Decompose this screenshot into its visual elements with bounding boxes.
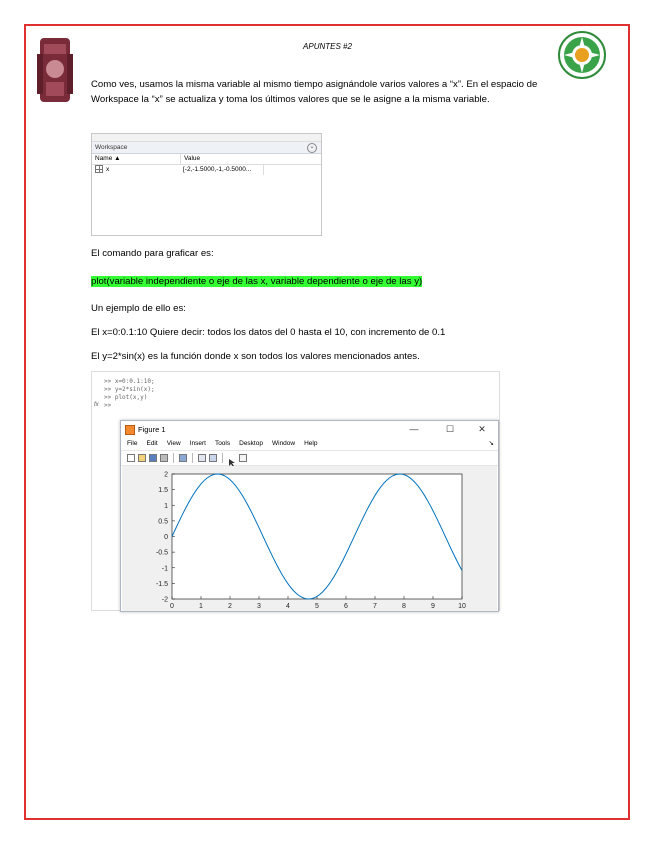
insert-legend-icon[interactable]: [209, 454, 217, 462]
menu-file[interactable]: File: [127, 440, 138, 447]
workspace-col-value[interactable]: Value: [184, 155, 201, 162]
x-tick-label: 3: [257, 603, 261, 610]
x-tick-label: 7: [373, 603, 377, 610]
x-tick-label: 2: [228, 603, 232, 610]
menu-insert[interactable]: Insert: [189, 440, 206, 447]
y-tick-label: 0: [164, 534, 168, 541]
x-tick-label: 4: [286, 603, 290, 610]
y-tick-label: 1: [164, 502, 168, 510]
toolbar-separator: [222, 453, 223, 463]
insert-colorbar-icon[interactable]: [198, 454, 206, 462]
dock-arrow-icon[interactable]: ↘: [488, 440, 494, 447]
maximize-button[interactable]: ☐: [445, 424, 455, 434]
close-button[interactable]: ✕: [478, 424, 486, 434]
y-tick-label: -2: [161, 596, 168, 604]
console-prompt: >>: [104, 402, 112, 409]
x-tick-label: 5: [315, 603, 319, 610]
menu-desktop[interactable]: Desktop: [239, 440, 263, 447]
menu-tools[interactable]: Tools: [214, 440, 231, 447]
sine-chart: [122, 466, 497, 611]
y-tick-label: -1: [161, 565, 168, 573]
x-tick-label: 6: [344, 603, 348, 610]
x-explanation: El x=0:0.1:10 Quiere decir: todos los datos del 0 hasta el 10, con incremento de 0.1: [91, 327, 446, 338]
x-tick-label: 1: [199, 603, 203, 610]
x-tick-label: 10: [458, 603, 466, 610]
figure-window: [120, 420, 499, 612]
y-tick-label: -0.5: [155, 549, 168, 557]
figure-menubar: [121, 438, 498, 450]
menu-edit[interactable]: Edit: [146, 440, 158, 447]
workspace-row-name: [92, 165, 180, 175]
plot-syntax-highlight: plot(variable independiente o eje de las x, variable dependiente o eje de las y): [91, 276, 423, 287]
workspace-top-strip: [92, 134, 321, 142]
y-tick-label: 2: [164, 471, 168, 479]
fx-icon: fx: [94, 402, 99, 408]
workspace-var-name: x: [106, 166, 110, 173]
plot-command-intro: El comando para graficar es:: [91, 248, 214, 259]
menu-window[interactable]: Window: [271, 440, 296, 447]
property-editor-icon[interactable]: [239, 454, 247, 462]
workspace-var-value: [-2,-1.5000,-1,-0.5000...: [180, 165, 264, 175]
toolbar-separator: [192, 453, 193, 463]
x-tick-label: 0: [170, 603, 174, 610]
menu-view[interactable]: View: [166, 440, 181, 447]
matlab-screenshot: [91, 371, 500, 611]
workspace-titlebar: [92, 142, 321, 154]
workspace-header: [92, 154, 321, 165]
example-intro: Un ejemplo de ello es:: [91, 303, 186, 314]
workspace-title: Workspace: [95, 144, 128, 151]
page-title: APUNTES #2: [303, 42, 352, 51]
link-plot-icon[interactable]: [179, 454, 187, 462]
new-figure-icon[interactable]: [127, 454, 135, 462]
workspace-row[interactable]: [92, 165, 321, 175]
console-line: >> y=2*sin(x);: [104, 386, 155, 393]
y-tick-label: -1.5: [155, 580, 168, 588]
matrix-icon: [95, 165, 103, 173]
plot-syntax: [91, 276, 422, 287]
x-tick-label: 9: [431, 603, 435, 610]
x-tick-label: 8: [402, 603, 406, 610]
menu-help[interactable]: Help: [304, 440, 318, 447]
figure-titlebar: [121, 421, 498, 438]
minimize-button[interactable]: —: [409, 424, 419, 434]
intro-paragraph: Como ves, usamos la misma variable al mismo tiempo asignándole varios valores a “x”. En el espacio de Workspace la “x” se actualiza y toma los últimos valores que se le asigne a la misma variable.: [91, 79, 538, 105]
figure-app-icon: [125, 425, 135, 435]
pointer-icon[interactable]: [228, 454, 236, 462]
y-explanation: El y=2*sin(x) es la función donde x son todos los valores mencionados antes.: [91, 351, 420, 362]
toolbar-separator: [173, 453, 174, 463]
figure-toolbar: [121, 450, 498, 466]
y-tick-label: 1.5: [158, 487, 168, 495]
school-seal-logo: [557, 30, 607, 80]
y-tick-label: 0.5: [158, 518, 168, 526]
workspace-actions-icon[interactable]: ⌄: [307, 143, 317, 153]
save-icon[interactable]: [149, 454, 157, 462]
open-file-icon[interactable]: [138, 454, 146, 462]
workspace-panel: [91, 133, 322, 236]
console-line: >> x=0:0.1:10;: [104, 378, 155, 385]
console-line: >> plot(x,y): [104, 394, 148, 401]
workspace-col-name[interactable]: Name ▲: [92, 154, 181, 164]
print-icon[interactable]: [160, 454, 168, 462]
plot-axes-box: [172, 474, 462, 599]
figure-title: Figure 1: [138, 425, 166, 434]
